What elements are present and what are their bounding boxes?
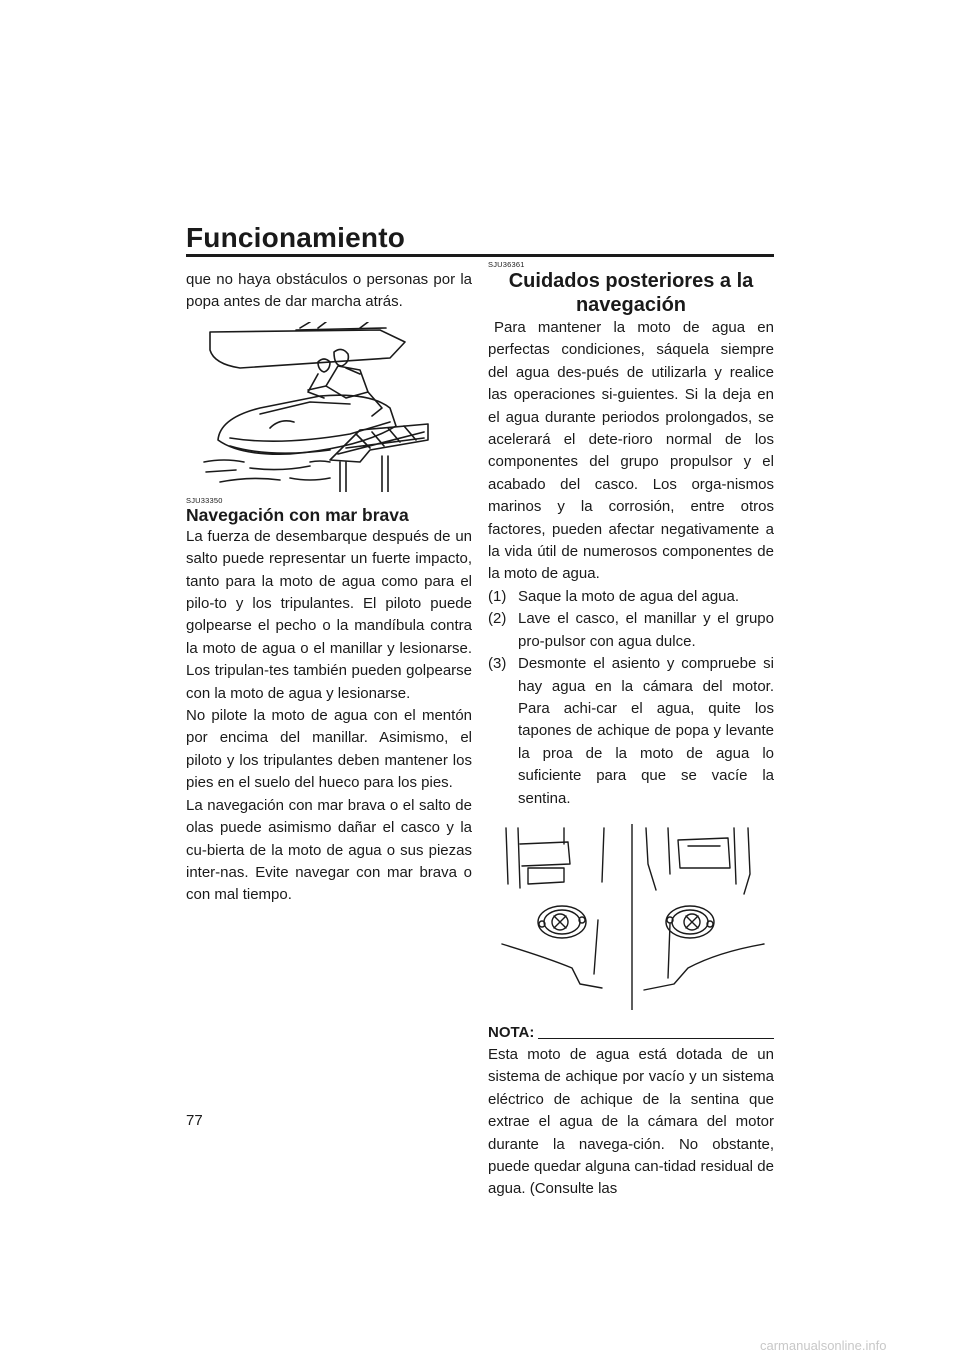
list-item: (1) Saque la moto de agua del agua. <box>488 587 740 605</box>
list-item: (3) Desmonte el asiento y compruebe si hay agua en la cámara del motor. Para achi-car el agua, quite los tapones de achique de popa y levante la proa de la moto de agua lo suficiente para que se vacíe la sentina. <box>488 655 774 807</box>
nota-label: NOTA: <box>488 1023 535 1041</box>
page-number: 77 <box>186 1112 203 1129</box>
body-paragraph: La fuerza de desembarque después de un salto puede representar un fuerte impacto, tanto para la moto de agua como para el pilo-to y los tripulantes. El piloto puede golpearse el pecho o la mandíbula contra la moto de agua o el manillar y lesionarse. Los tripulan-tes también pueden golpearse con la moto de agua y lesionarse. <box>186 527 472 702</box>
right-column <box>488 260 774 1201</box>
jet-ski-dock-illustration <box>200 322 430 492</box>
section-code: SJU33350 <box>186 495 223 505</box>
section-code: SJU36361 <box>488 260 525 269</box>
drain-plug-illustration <box>498 824 770 1010</box>
body-paragraph: Para mantener la moto de agua en perfectas condiciones, sáquela siempre del agua des-pués de utilizarla y realice las operaciones si-guientes. Si la deja en el agua durante periodos prolongados, se acelerará el dete-rioro normal de los componentes del grupo propulsor y el acabado del casco. Los orga-nismos marinos y la corrosión, entre otros factores, pueden afectar negativamente a la vida útil de numerosos componentes de la moto de agua. <box>488 319 774 583</box>
page-title: Funcionamiento <box>186 222 406 253</box>
nota-rule <box>538 1038 774 1039</box>
list-item: (2) Lave el casco, el manillar y el grupo pro-pulsor con agua dulce. <box>488 610 774 650</box>
header-rule <box>186 254 774 257</box>
steps-list <box>488 586 774 810</box>
section-heading: Navegación con mar brava <box>186 504 409 525</box>
watermark: carmanualsonline.info <box>760 1338 887 1353</box>
intro-paragraph: que no haya obstáculos o personas por la popa antes de dar marcha atrás. <box>186 271 472 311</box>
nota-header <box>488 1024 774 1042</box>
body-paragraph: No pilote la moto de agua con el mentón por encima del manillar. Asimismo, el piloto y los tripulantes deben mantener los pies en el suelo del hueco para los pies. <box>186 707 472 792</box>
left-column <box>186 269 472 907</box>
body-paragraph: La navegación con mar brava o el salto de olas puede asimismo dañar el casco y la cu-bierta de la moto de agua o sus piezas inter-nas. Evite navegar con mar brava o con mal tiempo. <box>186 796 472 904</box>
nota-text: Esta moto de agua está dotada de un sistema de achique por vacío y un sistema eléctrico de achique de la sentina que extrae el agua de la cámara del motor durante la navega-ción. No obstante, puede quedar alguna can-tidad residual de agua. (Consulte las <box>488 1045 774 1198</box>
section-heading: Cuidados posteriores a la navegación <box>508 270 754 316</box>
